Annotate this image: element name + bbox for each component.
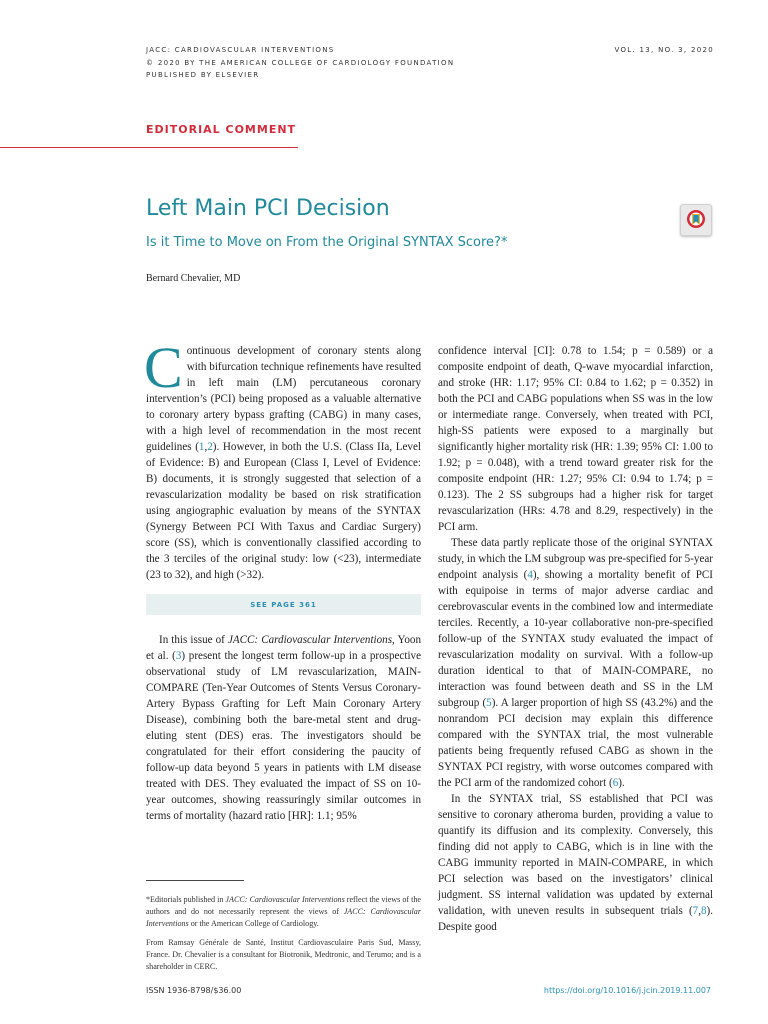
volume-info: VOL. 13, NO. 3, 2020 [614, 46, 714, 54]
doi-link[interactable]: https://doi.org/10.1016/j.jcin.2019.11.007 [543, 986, 711, 995]
reference-link-8[interactable]: 8 [700, 905, 707, 917]
paragraph-validation: In the SYNTAX trial, SS established that PCI was sensitive to coronary atheroma burden, providing a value to quantify its diffusion and its complexity. Conversely, this finding did not apply to CABG, which is in line with the CABG immunity reported in MAIN-COMPARE, in which PCI selection was based on the investigators’ clinical judgment. SS internal validation was updated by external validation, with uneven results in subsequent trials (7,8). Despite good [438, 793, 713, 933]
author-line: Bernard Chevalier, MD [146, 273, 241, 284]
footnote-affiliation: From Ramsay Générale de Santé, Institut Cardiovasculaire Paris Sud, Massy, France. Dr. Chevalier is a consultant for Biotronik, Medtronic, and Terumo; and is a shareholder in CERC. [146, 938, 421, 971]
reference-link-1[interactable]: 1 [198, 441, 205, 453]
drop-cap: C [144, 335, 183, 400]
section-label: EDITORIAL COMMENT [146, 123, 297, 136]
journal-name: JACC: CARDIOVASCULAR INTERVENTIONS [146, 46, 335, 54]
journal-header [146, 44, 454, 82]
article-subtitle: Is it Time to Move on From the Original SYNTAX Score?* [146, 235, 508, 250]
footnote-divider [146, 880, 244, 881]
section-divider [0, 147, 298, 148]
publisher-line: PUBLISHED BY ELSEVIER [146, 71, 260, 79]
body-column-right [438, 343, 713, 935]
footnote-editorial: *Editorials published in JACC: Cardiovascular Interventions reflect the views of the authors and do not necessarily represent the views of JACC: Cardiovascular Interventions or the American College of Cardiology. [146, 895, 421, 928]
footnotes [146, 894, 421, 980]
copyright-line: © 2020 BY THE AMERICAN COLLEGE OF CARDIOLOGY FOUNDATION [146, 58, 455, 67]
crossmark-bookmark-icon[interactable] [680, 204, 712, 236]
reference-link-4[interactable]: 4 [527, 569, 533, 581]
reference-link-3[interactable]: 3 [175, 650, 182, 662]
body-column-left [144, 335, 421, 824]
reference-link-6[interactable]: 6 [612, 777, 619, 789]
issn-line: ISSN 1936-8798/$36.00 [146, 986, 242, 995]
paragraph-syntax: These data partly replicate those of the original SYNTAX study, in which the LM subgroup was pre-specified for 5-year endpoint analysis (4), showing a mortality benefit of PCI with equipoise in terms of major adverse cardiac and cerebrovascular events in the combined low and intermediate terciles. Recently, a 10-year collaborative non-pre-specified follow-up of the SYNTAX study evaluated the impact of revascularization modality on survival. With a follow-up duration identical to that of MAIN-COMPARE, no interaction was found between death and SS in the LM subgroup (5). A larger proportion of high SS (43.2%) and the nonrandom PCI decision may explain this difference compared with the SYNTAX trial, the most vulnerable patients being frequently refused CABG as shown in the SYNTAX PCI registry, with worse outcomes compared with the PCI arm of the randomized cohort (6). [438, 537, 713, 789]
reference-link-2[interactable]: 2 [207, 441, 213, 453]
paragraph-study: In this issue of JACC: Cardiovascular Interventions, Yoon et al. (3) present the longest term follow-up in a prospective observational study of LM revascularization, MAIN-COMPARE (Ten-Year Outcomes of Stents Versus Coronary-Artery Bypass Grafting for Left Main Coronary Artery Disease), combining both the bare-metal stent and drug-eluting stent (DES) eras. The investigators should be congratulated for their effort considering the paucity of follow-up data beyond 5 years in patients with LM disease treated with DES. They evaluated the impact of SS on 10-year outcomes, showing reassuringly similar outcomes in terms of mortality (hazard ratio [HR]: 1.1; 95% [146, 634, 421, 822]
article-title: Left Main PCI Decision [146, 196, 390, 221]
see-page-link[interactable]: SEE PAGE 361 [146, 594, 421, 615]
paragraph-intro: Continuous development of coronary stents along with bifurcation technique refinements have resulted in left main (LM) percutaneous coronary intervention’s (PCI) being proposed as a valuable alternative to coronary artery bypass grafting (CABG) in many cases, with a high level of recommendation in the most recent guidelines (1,2). However, in both the U.S. (Class IIa, Level of Evidence: B) and European (Class I, Level of Evidence: B) documents, it is strongly suggested that selection of a revascularization modality be based on risk stratification using angiographic evaluation by means of the SYNTAX (Synergy Between PCI With Taxus and Cardiac Surgery) score (SS), which is conventionally classified according to the 3 terciles of the original study: low (<23), intermediate (23 to 32), and high (>32). [144, 335, 421, 581]
reference-link-7[interactable]: 7 [692, 905, 699, 917]
reference-link-5[interactable]: 5 [486, 697, 492, 709]
paragraph-results: confidence interval [CI]: 0.78 to 1.54; p = 0.589) or a composite endpoint of death, Q-wave myocardial infarction, and stroke (HR: 1.17; 95% CI: 0.84 to 1.62; p = 0.352) in both the PCI and CABG populations when SS was in the low or intermediate range. Conversely, when treated with PCI, high-SS patients were exposed to a marginally but significantly higher mortality risk (HR: 1.39; 95% CI: 1.00 to 1.92; p = 0.048), with a trend toward greater risk for the composite endpoint (HR: 1.27; 95% CI: 0.94 to 1.74; p = 0.123). The 2 SS subgroups had a higher risk for target revascularization (HRs: 4.78 and 8.29, respectively) in the PCI arm. [438, 345, 713, 533]
